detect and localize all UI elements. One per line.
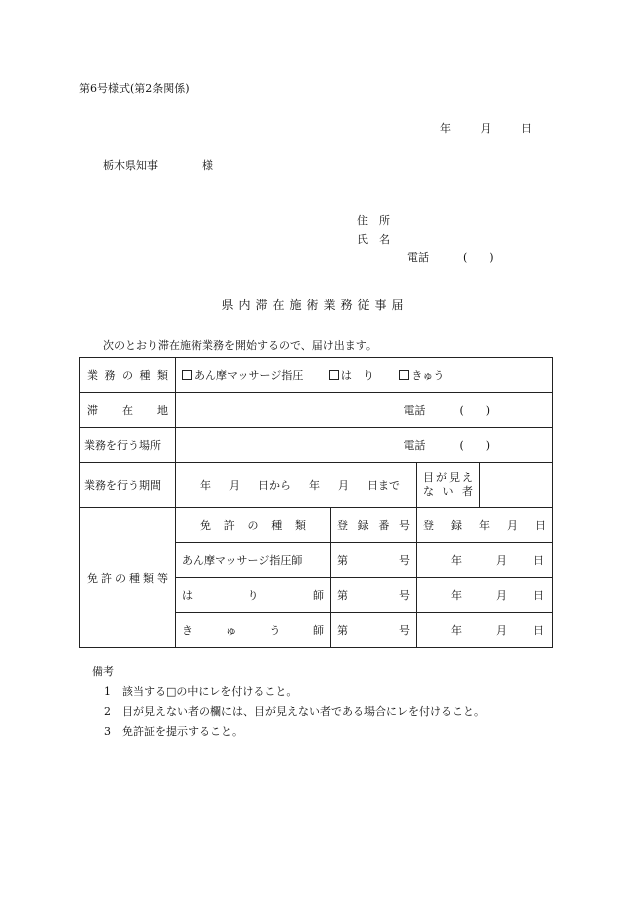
license-type-header: 免許の種類 — [176, 508, 331, 543]
blind-check[interactable] — [480, 463, 553, 508]
business-type-label: 業務の種類 — [80, 358, 176, 393]
address-label: 住 所 — [357, 214, 390, 227]
registration-number[interactable]: 第 号 — [331, 613, 417, 648]
applicant-phone-label: 電話 — [407, 251, 429, 264]
date-month: 月 — [480, 122, 492, 135]
period-field[interactable]: 年 月 日から 年 月 日まで — [176, 463, 417, 508]
applicant-phone — [407, 249, 494, 265]
date-day: 日 — [521, 122, 532, 135]
registration-date[interactable]: 年 月 日 — [417, 578, 553, 613]
date-year: 年 — [440, 122, 451, 135]
workplace-phone-parens: ( ) — [459, 439, 491, 452]
checkbox-icon[interactable] — [329, 370, 339, 380]
option-anma[interactable]: あん摩マッサージ指圧 — [182, 369, 303, 382]
intro-text: 次のとおり滞在施術業務を開始するので、届け出ます。 — [103, 339, 377, 352]
name-label: 氏 名 — [357, 233, 390, 246]
notes — [92, 662, 485, 742]
note-item: 1 該当する□の中にレを付けること。 — [104, 685, 298, 698]
registration-number[interactable]: 第 号 — [331, 543, 417, 578]
registration-date[interactable]: 年 月 日 — [417, 613, 553, 648]
business-type-options — [176, 358, 553, 393]
form-title: 県内滞在施術業務従事届 — [221, 298, 409, 312]
residence-phone-label: 電話 — [403, 404, 426, 417]
option-hari[interactable]: は り — [329, 369, 374, 382]
residence-phone-parens: ( ) — [459, 404, 491, 417]
license-type-hari: はり師 — [176, 578, 331, 613]
workplace-phone-label: 電話 — [403, 439, 426, 452]
addressee-honorific: 様 — [202, 159, 213, 172]
addressee — [103, 157, 213, 173]
registration-number[interactable]: 第 号 — [331, 578, 417, 613]
registration-date[interactable]: 年 月 日 — [417, 543, 553, 578]
workplace-label: 業務を行う場所 — [80, 428, 176, 463]
registration-date-header: 登録年月日 — [417, 508, 553, 543]
row-business-type — [80, 358, 553, 393]
residence-label: 滞 在 地 — [80, 393, 176, 428]
checkbox-icon[interactable] — [399, 370, 409, 380]
residence-field[interactable] — [176, 393, 553, 428]
form-id: 第6号様式(第2条関係) — [79, 82, 190, 95]
row-workplace — [80, 428, 553, 463]
license-type-kyu: きゅう師 — [176, 613, 331, 648]
row-residence — [80, 393, 553, 428]
row-period — [80, 463, 553, 508]
workplace-field[interactable] — [176, 428, 553, 463]
applicant-phone-parens: ( ) — [463, 251, 494, 264]
license-type-anma: あん摩マッサージ指圧師 — [176, 543, 331, 578]
period-label: 業務を行う期間 — [80, 463, 176, 508]
note-item: 3 免許証を提示すること。 — [104, 725, 243, 738]
blind-label: 目が見え ない者 — [417, 463, 480, 508]
form-table — [79, 357, 553, 648]
checkbox-icon[interactable] — [182, 370, 192, 380]
license-header-row — [80, 508, 553, 543]
option-kyu[interactable]: きゅう — [399, 369, 444, 382]
registration-number-header: 登録番号 — [331, 508, 417, 543]
addressee-name: 栃木県知事 — [103, 159, 158, 172]
notes-heading: 備考 — [92, 665, 114, 678]
note-item: 2 目が見えない者の欄には、目が見えない者である場合にレを付けること。 — [104, 705, 485, 718]
license-label: 免許の種類等 — [80, 508, 176, 648]
submission-date — [440, 120, 532, 136]
